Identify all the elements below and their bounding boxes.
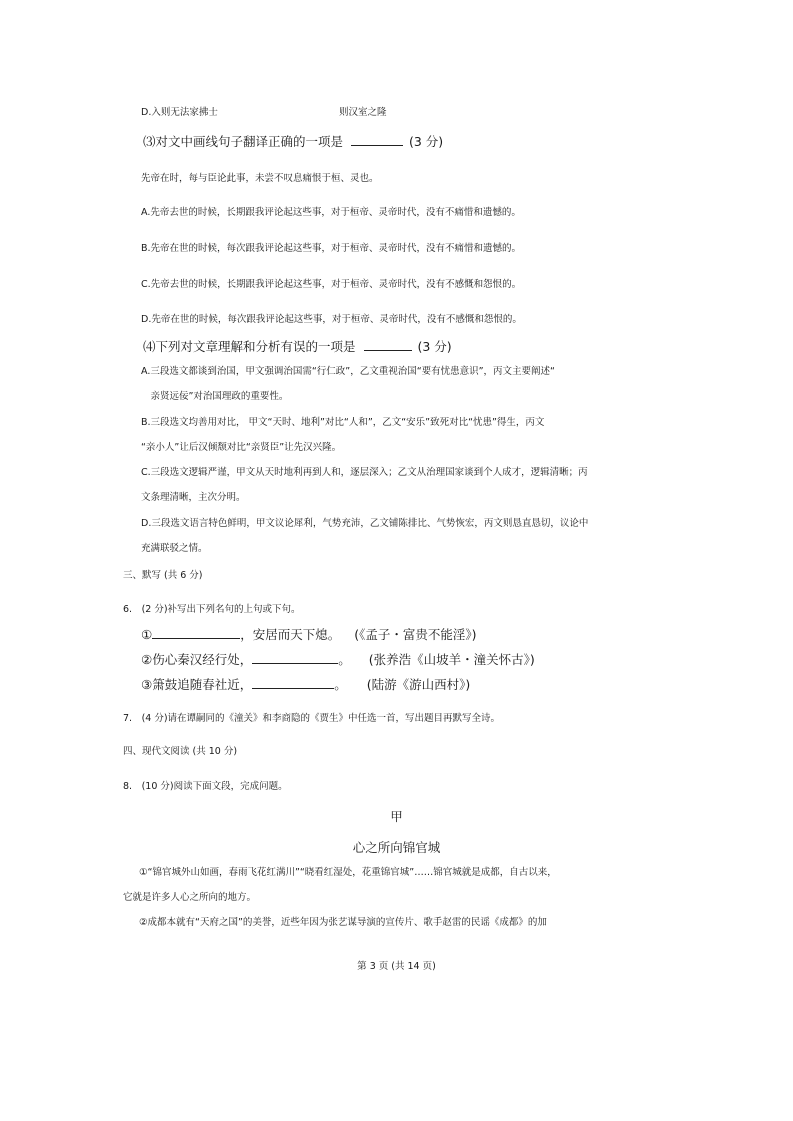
q4-stem-text: ⑷下列对文章理解和分析有误的一项是: [143, 339, 356, 354]
q6-stem: 6. (2 分)补写出下列名句的上句或下句。: [123, 604, 301, 615]
q4-option-line: A.三段选文都谈到治国，甲文强调治国需“行仁政”，乙文重视治国“要有忧患意识”，丙文主要阐述“: [141, 366, 555, 377]
q4-option-line: B.三段选文均善用对比， 甲文“天时、地利”对比“人和”，乙文“安乐”致死对比“忧患”得生，丙文: [141, 417, 545, 428]
q4-option-line: C.三段选文逻辑严谨，甲文从天时地利再到人和，逐层深入；乙文从治理国家谈到个人成才，逻辑清晰；丙: [141, 467, 588, 478]
q3-stem-text: ⑶对文中画线句子翻译正确的一项是: [143, 134, 344, 149]
q3-option-c: C.先帝去世的时候，长期跟我评论起这些事，对于桓帝、灵帝时代，没有不感慨和怨恨的。: [141, 279, 522, 290]
q3-option-a: A.先帝去世的时候，长期跟我评论起这些事，对于桓帝、灵帝时代，没有不痛惜和遗憾的。: [141, 207, 521, 218]
q7-stem: 7. (4 分)请在谭嗣同的《潼关》和李商隐的《贾生》中任选一首，写出题目再默写全诗。: [123, 713, 501, 724]
q4-answer-blank[interactable]: [364, 338, 412, 351]
q4-option-line: 文条理清晰，主次分明。: [141, 492, 246, 503]
q4-option-line: “亲小人”让后汉倾颓对比“亲贤臣”让先汉兴隆。: [141, 442, 342, 453]
q6-blank-1[interactable]: [152, 626, 240, 639]
q3-stem: [143, 133, 443, 151]
q6-item-2: [141, 651, 535, 669]
q3-answer-blank[interactable]: [351, 133, 403, 146]
article-paragraph: 它就是许多人心之所向的地方。: [123, 892, 257, 903]
q4-option-line: 亲贤远佞”对治国理政的重要性。: [141, 391, 289, 402]
q3-score: (3 分): [408, 134, 444, 149]
q3-option-b: B.先帝在世的时候，每次跟我评论起这些事，对于桓帝、灵帝时代，没有不痛惜和遗憾的。: [141, 243, 522, 254]
q6-item-middle: ，安居而天下熄。: [240, 627, 341, 642]
q6-item-source: (陆游《游山西村》): [366, 677, 471, 692]
q6-blank-2[interactable]: [252, 651, 338, 664]
section3-title: 三、默写 (共 6 分): [123, 570, 203, 581]
q6-item-source: (张养浩《山坡羊・潼关怀古》): [368, 652, 535, 667]
q6-item-middle: 。: [338, 652, 351, 667]
option-d-right: 则汉室之隆: [339, 107, 387, 118]
page-number: 第 3 页 (共 14 页): [357, 961, 436, 972]
q4-score: (3 分): [417, 339, 452, 354]
article-paragraph: ②成都本就有“天府之国”的美誉，近些年因为张艺谋导演的宣传片、歌手赵雷的民谣《成都》的加: [139, 917, 547, 928]
q3-option-d: D.先帝在世的时候，每次跟我评论起这些事，对于桓帝、灵帝时代，没有不感慨和怨恨的。: [141, 314, 522, 325]
part-label: 甲: [390, 809, 403, 824]
option-d-left: D.入则无法家拂士: [141, 107, 218, 118]
q3-sentence: 先帝在时，每与臣论此事，未尝不叹息痛恨于桓、灵也。: [141, 173, 379, 184]
q6-item-prefix: ①: [141, 627, 153, 642]
article-title: 心之所向锦官城: [352, 840, 441, 855]
q6-item-prefix: ③箫鼓追随春社近，: [141, 677, 253, 692]
q6-blank-3[interactable]: [252, 676, 334, 689]
q4-stem: [143, 338, 452, 356]
q6-item-source: (《孟子・富贵不能淫》): [354, 627, 477, 642]
q4-option-line: D.三段选文语言特色鲜明，甲文议论犀利，气势充沛，乙文铺陈排比、气势恢宏，丙文则恳直恳切，议论中: [141, 518, 589, 529]
q8-stem: 8. (10 分)阅读下面文段，完成问题。: [123, 781, 288, 792]
q6-item-3: [141, 676, 470, 694]
article-paragraph: ①“锦官城外山如画，春雨飞花红满川”“晓看红湿处，花重锦官城”……锦官城就是成都，自古以来，: [139, 867, 557, 878]
q4-option-line: 充满联驳之情。: [141, 543, 208, 554]
q6-item-prefix: ②伤心秦汉经行处，: [141, 652, 253, 667]
q6-item-1: [141, 626, 476, 644]
q6-item-middle: 。: [334, 677, 347, 692]
section4-title: 四、现代文阅读 (共 10 分): [123, 746, 238, 757]
